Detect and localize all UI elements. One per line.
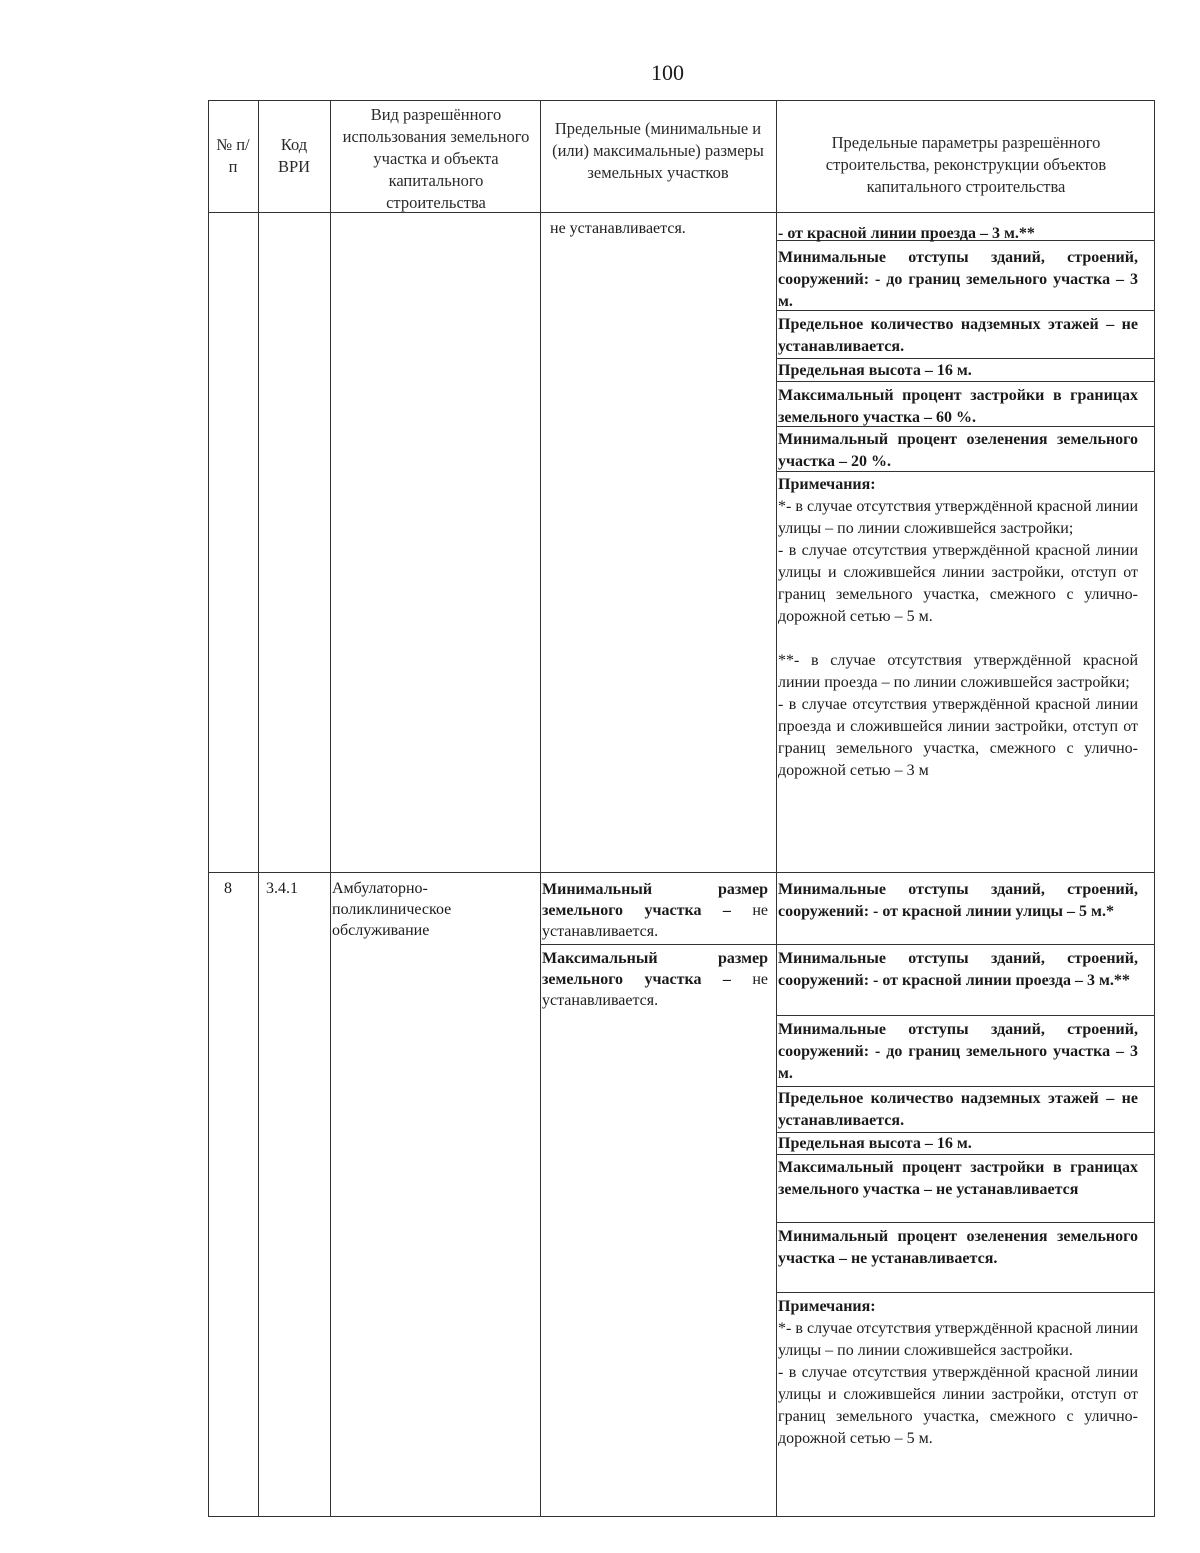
param-prev-0: - от красной линии проезда – 3 м.** [778,225,1035,242]
page-number: 100 [651,60,684,85]
param-divider [776,944,1154,945]
param-prev-3: Предельная высота – 16 м. [778,362,972,379]
area-max-value: не устанавливается. [542,971,768,1009]
param-8-5: Максимальный процент застройки в границах земельного участка – не устанавливается [778,1159,1138,1198]
header-num: № п/п [216,135,250,176]
column-divider [258,100,259,1517]
param-8-2: Минимальные отступы зданий, строений, сооружений: - до границ земельного участка – 3 м. [778,1021,1138,1082]
param-divider [776,1086,1154,1087]
table-border [208,1516,1155,1517]
note-8-title: Примечания: [778,1298,876,1315]
param-divider [776,1292,1154,1293]
param-prev-4: Максимальный процент застройки в границах земельного участка – 60 %. [778,387,1138,426]
row-num: 8 [224,880,232,897]
param-prev-2: Предельное количество надземных этажей – не устанавливается. [778,316,1138,355]
area-max-label: Максимальный размер земельного участка – [542,950,768,988]
row-divider [208,872,1155,873]
note-8 [778,1296,1138,1450]
area-divider [540,944,776,945]
header-params: Предельные параметры разрешённого строительства, реконструкции объектов капитального строительства [825,133,1107,196]
note-prev-title: Примечания: [778,476,876,493]
header-code: Код ВРИ [277,135,311,176]
column-divider [330,100,331,1517]
param-8-0: Минимальные отступы зданий, строений, сооружений: - от красной линии улицы – 5 м.* [778,881,1138,920]
table-border [208,100,1155,101]
area-min-value: не устанавливается. [542,902,768,940]
area-min [542,879,768,942]
note-prev-text: *- в случае отсутствия утверждённой красной линии улицы – по линии сложившейся застройки; - в случае отсутствия утверждённой красной линии улицы и сложившейся линии застройки, отступ от границ земельного участка, смежного с улично-дорожной сетью – 5 м. **- в случае отсутствия утверждённой красной линии проезда – по линии сложившейся застройки; - в случае отсутствия утверждённой красной линии проезда и сложившейся линии застройки, отступ от границ земельного участка, смежного с улично-дорожной сетью – 3 м [778,498,1138,779]
header-type: Вид разрешённого использования земельного участка и объекта капитального строительства [342,105,530,212]
prev-area-text: не устанавливается. [550,220,686,237]
note-prev [778,474,1138,782]
area-max [542,948,768,1011]
table-border [1154,100,1155,1517]
row-type: Амбулаторно-поликлиническое обслуживание [332,880,452,939]
note-8-text: *- в случае отсутствия утверждённой красной линии улицы – по линии сложившейся застройки. - в случае отсутствия утверждённой красной линии улицы и сложившейся линии застройки, отступ от границ земельного участка, смежного с улично-дорожной сетью – 5 м. [778,1320,1138,1447]
param-prev-1: Минимальные отступы зданий, строений, сооружений: - до границ земельного участка – 3 м. [778,249,1138,310]
param-8-3: Предельное количество надземных этажей – не устанавливается. [778,1090,1138,1129]
area-min-label: Минимальный размер земельного участка – [542,881,768,919]
param-8-4: Предельная высота – 16 м. [778,1135,972,1152]
column-divider [776,100,777,1517]
param-divider [776,1015,1154,1016]
param-prev-5: Минимальный процент озеленения земельного участка – 20 %. [778,431,1138,470]
param-8-6: Минимальный процент озеленения земельного участка – не устанавливается. [778,1228,1138,1267]
param-divider [776,358,1154,359]
column-divider [540,100,541,1517]
param-8-1: Минимальные отступы зданий, строений, сооружений: - от красной линии проезда – 3 м.** [778,950,1138,989]
table-border [208,100,209,1517]
param-divider [776,1222,1154,1223]
row-code: 3.4.1 [266,880,298,897]
header-area: Предельные (минимальные и (или) максимальные) размеры земельных участков [552,119,764,182]
